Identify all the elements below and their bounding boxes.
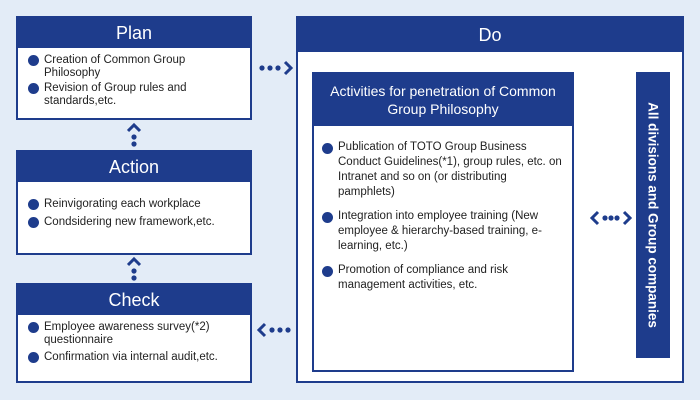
bullet-dot-icon (322, 212, 333, 223)
check-box (16, 283, 252, 383)
check-title: Check (18, 285, 250, 315)
activities-title: Activities for penetration of Common Group Philosophy (314, 74, 572, 126)
bullet-dot-icon (28, 55, 39, 66)
list-item: Confirmation via internal audit,etc. (28, 351, 244, 364)
bullet-dot-icon (28, 352, 39, 363)
arrow-left-icon (256, 322, 292, 338)
bullet-dot-icon (28, 217, 39, 228)
list-item: Promotion of compliance and risk management activities, etc. (322, 263, 566, 293)
list-item: Reinvigorating each workplace (28, 198, 244, 211)
bidirectional-arrow-icon (590, 210, 632, 226)
plan-list (18, 48, 250, 114)
divisions-bar (636, 72, 670, 358)
plan-box (16, 16, 252, 120)
check-list (18, 315, 250, 372)
list-item: Integration into employee training (New employee & hierarchy-based training, e-learning, etc.) (322, 209, 566, 254)
bullet-dot-icon (322, 266, 333, 277)
action-title: Action (18, 152, 250, 182)
bullet-dot-icon (28, 322, 39, 333)
arrow-up-icon (126, 256, 142, 282)
bullet-dot-icon (322, 143, 333, 154)
do-title: Do (298, 18, 682, 52)
action-box (16, 150, 252, 255)
arrow-up-icon (126, 122, 142, 148)
divisions-label: All divisions and Group companies (645, 102, 661, 328)
activities-list (314, 126, 572, 306)
list-item: Revision of Group rules and standards,etc. (28, 82, 244, 108)
activities-box (312, 72, 574, 372)
list-item: Publication of TOTO Group Business Conduct Guidelines(*1), group rules, etc. on Intranet and so on (or distributing pamphlets) (322, 140, 566, 200)
list-item: Creation of Common Group Philosophy (28, 54, 244, 80)
do-box (296, 16, 684, 383)
list-item: Employee awareness survey(*2) questionnaire (28, 321, 244, 347)
list-item: Condsidering new framework,etc. (28, 216, 244, 229)
plan-title: Plan (18, 18, 250, 48)
bullet-dot-icon (28, 83, 39, 94)
arrow-right-icon (258, 60, 294, 76)
action-list (18, 182, 250, 238)
bullet-dot-icon (28, 199, 39, 210)
